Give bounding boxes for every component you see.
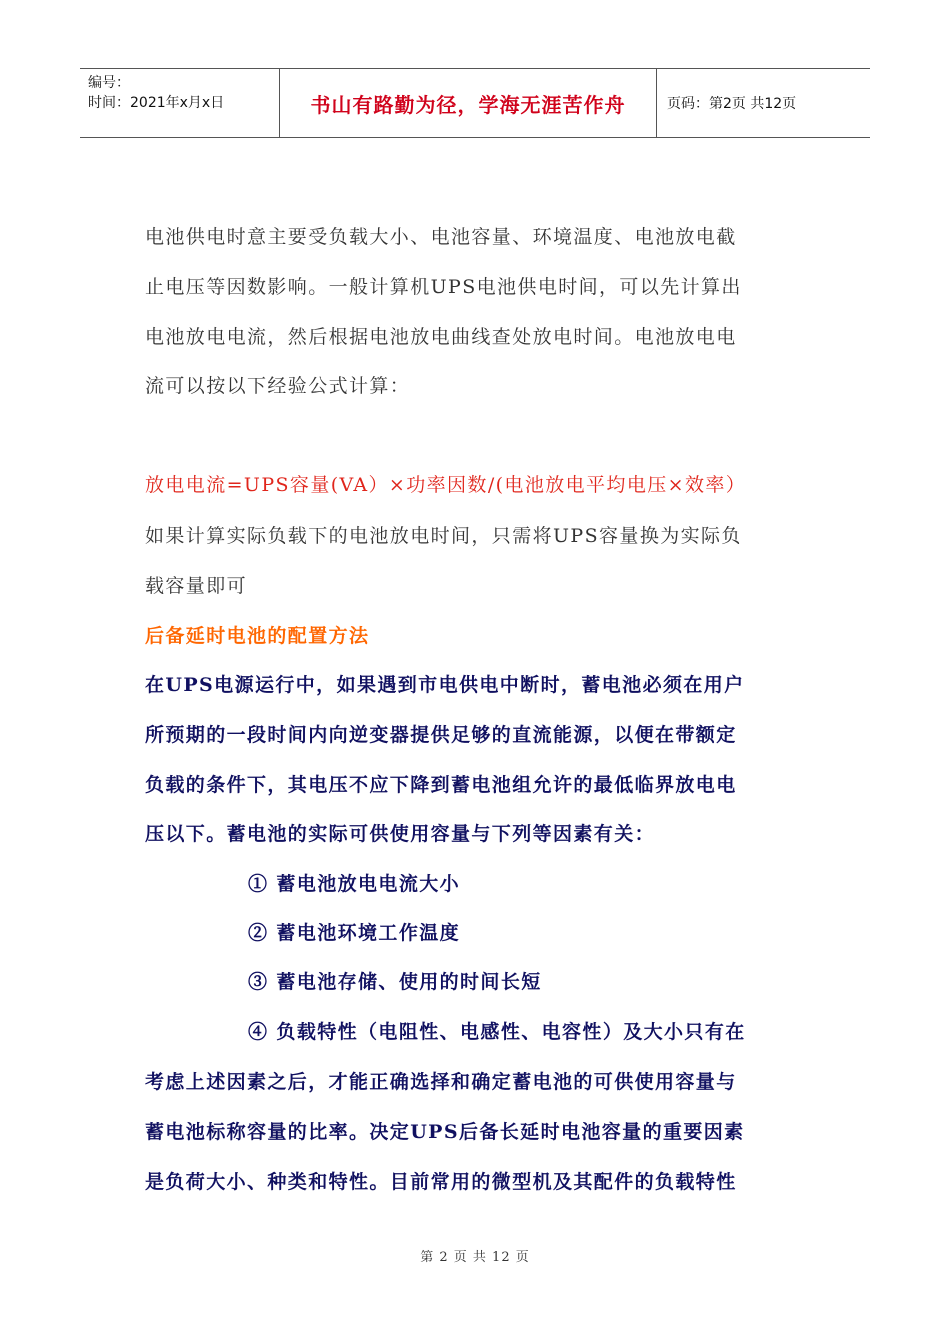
list-item: ④ 负载特性（电阻性、电感性、电容性）及大小只有在: [248, 1021, 746, 1043]
section-heading: 后备延时电池的配置方法: [145, 625, 370, 647]
paragraph-line: 如果计算实际负载下的电池放电时间，只需将UPS容量换为实际负: [145, 525, 742, 547]
time-label: 时间：2021年x月x日: [88, 95, 225, 111]
header-page-info: 页码：第2页 共12页: [667, 96, 797, 112]
paragraph-line: 载容量即可: [145, 575, 248, 597]
list-item: ③ 蓄电池存储、使用的时间长短: [248, 971, 542, 993]
paragraph-line: 止电压等因数影响。一般计算机UPS电池供电时间，可以先计算出: [145, 276, 742, 298]
list-item: ② 蓄电池环境工作温度: [248, 922, 461, 944]
formula: 放电电流=UPS容量(VA）×功率因数/(电池放电平均电压×效率）: [145, 474, 747, 496]
paragraph-line: 蓄电池标称容量的比率。决定UPS后备长延时电池容量的重要因素: [145, 1121, 745, 1143]
header-meta: [80, 69, 280, 137]
paragraph-line: 是负荷大小、种类和特性。目前常用的微型机及其配件的负载特性: [145, 1171, 737, 1193]
paragraph-line: 在UPS电源运行中，如果遇到市电供电中断时，蓄电池必须在用户: [145, 674, 745, 696]
number-label: 编号：: [88, 75, 130, 91]
paragraph-line: 流可以按以下经验公式计算：: [145, 375, 411, 397]
paragraph-line: 考虑上述因素之后，才能正确选择和确定蓄电池的可供使用容量与: [145, 1071, 737, 1093]
page-header: [80, 68, 870, 138]
list-item: ① 蓄电池放电电流大小: [248, 873, 461, 895]
paragraph-line: 压以下。蓄电池的实际可供使用容量与下列等因素有关：: [145, 823, 656, 845]
paragraph-line: 电池供电时意主要受负载大小、电池容量、环境温度、电池放电截: [145, 226, 737, 248]
paragraph-line: 负载的条件下，其电压不应下降到蓄电池组允许的最低临界放电电: [145, 774, 737, 796]
header-motto: 书山有路勤为径，学海无涯苦作舟: [280, 69, 657, 137]
paragraph-line: 所预期的一段时间内向逆变器提供足够的直流能源，以便在带额定: [145, 724, 737, 746]
paragraph-line: 电池放电电流，然后根据电池放电曲线查处放电时间。电池放电电: [145, 326, 737, 348]
page-footer: 第 2 页 共 12 页: [420, 1250, 530, 1265]
